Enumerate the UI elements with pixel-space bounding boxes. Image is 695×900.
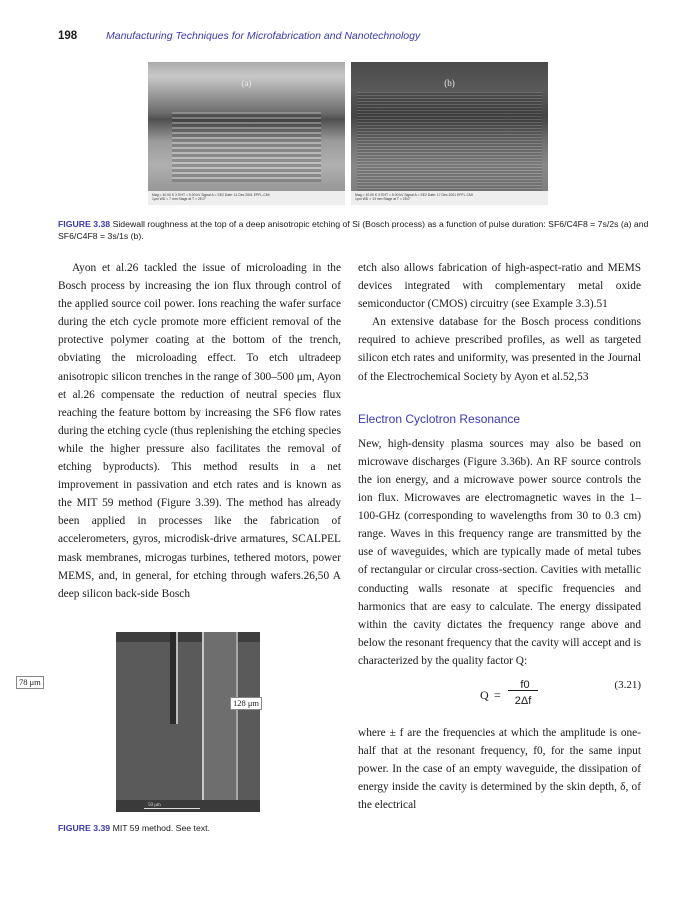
panel-label-b: (b) <box>444 78 455 88</box>
figure-3-39-caption-text: MIT 59 method. See text. <box>112 823 210 833</box>
equation-equals: = <box>494 687 501 702</box>
page-number: 198 <box>58 30 78 42</box>
sem-databar-b <box>351 191 548 205</box>
sem-databar-a-line-1: Mag = 40.00 K X EHT = 5.00 kV Signal A = SE2 Date: 11 Dec 2001 EPFL-CMI <box>152 193 270 197</box>
depth-label-78: 78 μm <box>16 676 44 689</box>
figure-3-39-image <box>116 632 260 812</box>
narrow-trench <box>170 632 178 724</box>
image-footer <box>116 800 260 812</box>
sem-databar-b-line-2: 1μm WD = 13 mm Stage at T = 25.0° <box>355 197 411 202</box>
left-paragraph-1: Ayon et al.26 tackled the issue of microloading in the Bosch process by increasing the ion flux through control of the applied source coil power. Ions reaching the wafer surface during the etch cycle promote more efficient removal of the protective polymer coating at the bottom of the trench, obviating the microloading effect. To etch ultradeep anisotropic silicon trenches in the range of 300–500 μm, Ayon et al.26 compensate the reduction of neutral species flux reaching the feature bottom by increasing the SF6 flow rates during the etching cycle (thus replenishing the etching species while the higher pressure also facilitates the removal of etching byproducts). This method results in a net improvement in passivation and etch rates and is known as the MIT 59 method (Figure 3.39). The method has already been applied in processes like the fabrication of accelerometers, gyros, microdisk-drive armatures, SCALPEL mask membranes, microgas turbines, tethered motors, power MEMS, and, in general, for etching through wafers.26,50 A deep silicon back-side Bosch <box>58 262 341 600</box>
sem-databar-a <box>148 191 345 205</box>
scale-bar-label: 50 μm <box>148 803 161 808</box>
equation-number: (3.21) <box>614 678 641 691</box>
section-heading: Electron Cyclotron Resonance <box>358 411 521 426</box>
panel-label-a: (a) <box>241 78 252 88</box>
figure-3-38 <box>148 62 548 205</box>
right-column <box>358 259 641 814</box>
sem-image-b <box>351 62 548 205</box>
figure-3-38-caption <box>58 218 658 242</box>
sidewall-scallops-b <box>357 92 542 192</box>
scale-bar <box>144 808 200 809</box>
sidewall-scallops-a <box>172 112 321 182</box>
running-header <box>58 30 420 46</box>
mask-layer <box>116 632 260 642</box>
figure-3-38-label: FIGURE 3.38 <box>58 219 111 229</box>
right-paragraph-2: An extensive database for the Bosch process conditions required to achieve prescribed profiles, as well as targeted silicon etch rates and uniformity, was presented in the Journal of the Electrochemical Society by Ayon et al.52,53 <box>358 316 641 383</box>
left-column <box>58 259 341 603</box>
depth-label-128: 128 μm <box>230 697 262 710</box>
right-paragraph-1: etch also allows fabrication of high-aspect-ratio and MEMS devices integrated with complementary metal oxide semiconductor (CMOS) circuitry (see Example 3.3).51 <box>358 262 641 311</box>
wide-trench <box>202 632 238 800</box>
equation-3-21 <box>358 676 641 720</box>
equation-numerator: f0 <box>520 678 530 691</box>
figure-3-39-caption <box>58 822 658 834</box>
sem-databar-b-line-1: Mag = 10.00 K X EHT = 5.00 kV Signal A = SE2 Date: 17 Dec 2001 EPFL-CMI <box>355 193 473 197</box>
right-paragraph-3: New, high-density plasma sources may also be based on microwave discharges (Figure 3.36b). An RF source controls the ion energy, and a microwave power source controls the ion flux. Microwaves are electromagnetic waves in the 1–100-GHz (corresponding to wavelengths from 30 to 0.3 cm) range. Waves in this frequency range are transmitted by the use of waveguides, which are typically made of metal tubes of rectangular or circular cross-section. Cavities with metallic conducting walls resonate at specific frequencies and harmonics that are easy to calculate. The energy dissipated within the cavity dictates the frequency range above and below the resonant frequency that the cavity will accept and is characterized by the quality factor Q: <box>358 437 641 667</box>
book-title: Manufacturing Techniques for Microfabrication and Nanotechnology <box>106 30 421 42</box>
sem-databar-a-line-2: 1μm WD = 7 mm Stage at T = 25.0° <box>152 197 206 202</box>
right-paragraph-4: where ± f are the frequencies at which the amplitude is one-half that at the resonant frequency, f0, for the same input power. In the case of an empty waveguide, the dissipation of energy inside the cavity is determined by the skin depth, δ, of the electrical <box>358 726 641 812</box>
equation-denominator: 2Δf <box>514 694 532 707</box>
figure-3-38-caption-text: Sidewall roughness at the top of a deep anisotropic etching of Si (Bosch process) as a function of pulse duration: SF6/C4F8 = 7s/2s (a) and SF6/C4F8 = 3s/1s (b). <box>58 219 649 241</box>
sem-image-a <box>148 62 345 205</box>
fraction-bar <box>508 690 538 691</box>
figure-3-39-label: FIGURE 3.39 <box>58 823 111 833</box>
equation-lhs: Q <box>480 687 489 702</box>
